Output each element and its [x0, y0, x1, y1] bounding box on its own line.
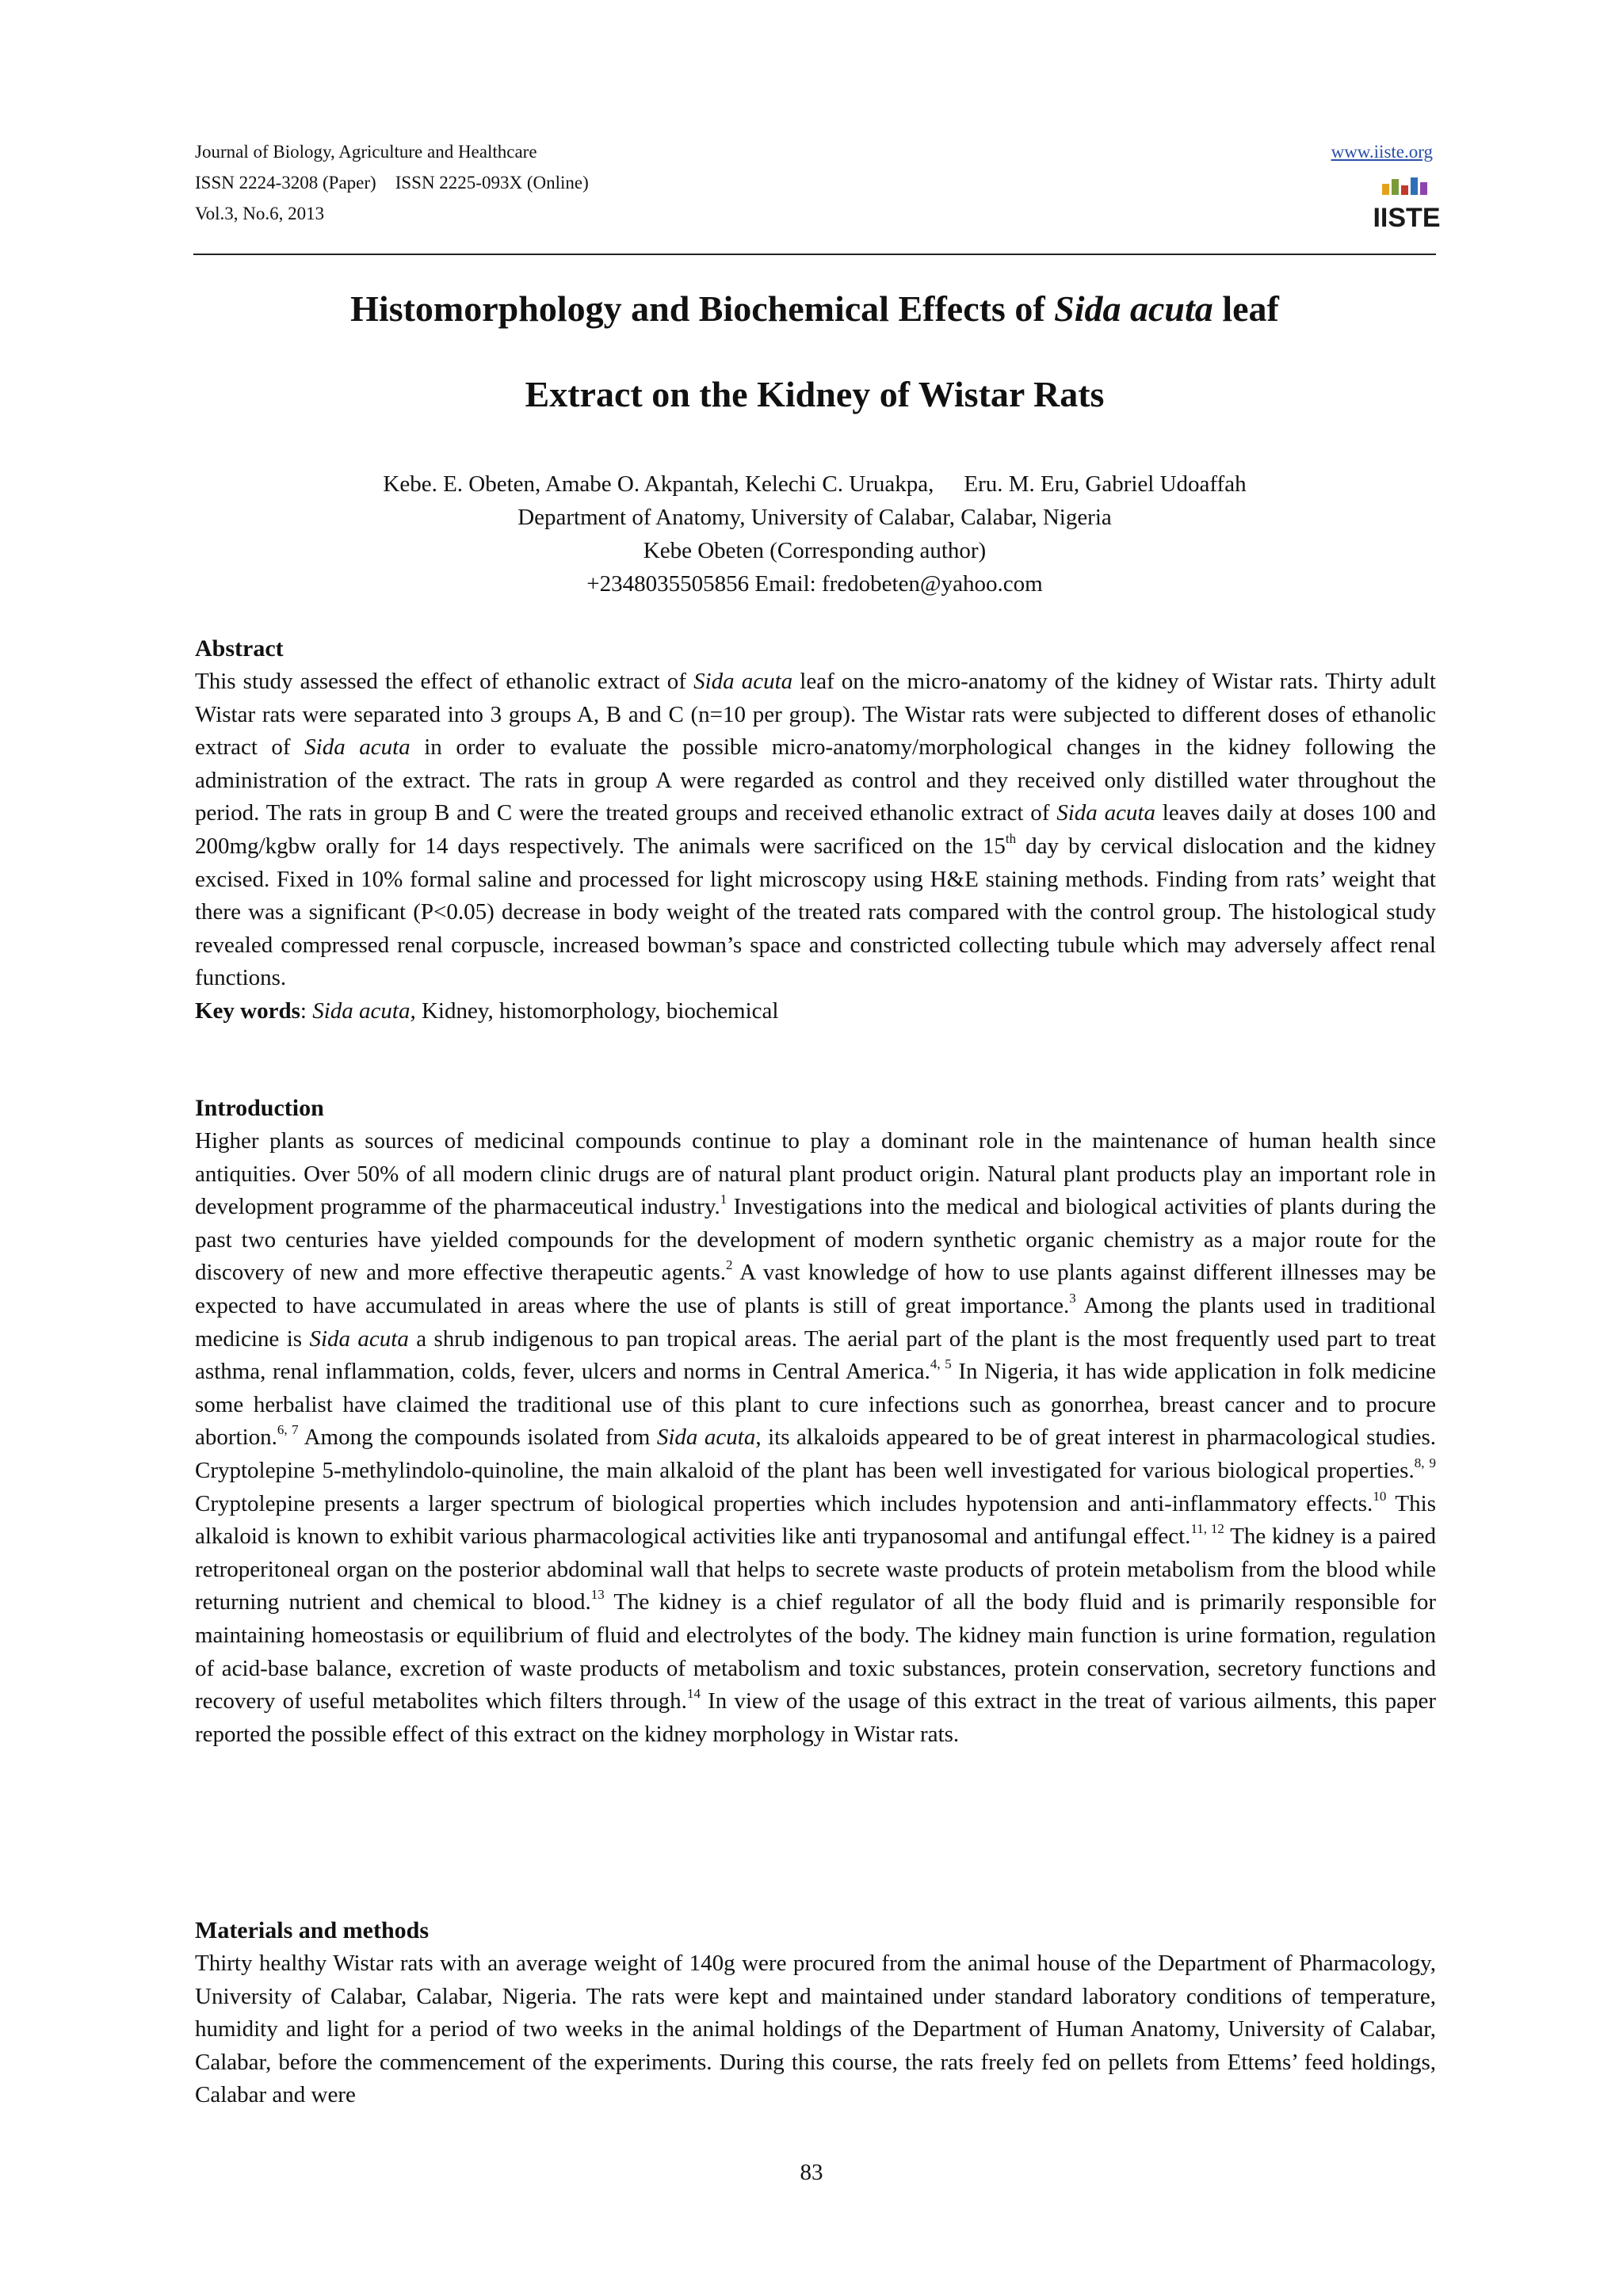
paper-title-line-1: Histomorphology and Biochemical Effects of Sida acuta leaf	[350, 288, 1279, 329]
logo-bar-1	[1382, 184, 1389, 195]
abstract-section	[195, 632, 1436, 1028]
logo-bar-3	[1401, 185, 1408, 195]
volume-info: Vol.3, No.6, 2013	[195, 204, 325, 223]
journal-header	[195, 136, 589, 229]
methods-section	[195, 1914, 1436, 2112]
journal-website-link[interactable]: www.iiste.org	[1331, 142, 1433, 162]
paper-title-line-2: Extract on the Kidney of Wistar Rats	[525, 374, 1105, 414]
author-names: Kebe. E. Obeten, Amabe O. Akpantah, Kelechi C. Uruakpa, Eru. M. Eru, Gabriel Udoaffah	[383, 471, 1247, 497]
journal-name: Journal of Biology, Agriculture and Healthcare	[195, 142, 537, 162]
issn-line	[195, 167, 589, 198]
author-block	[193, 467, 1436, 601]
affiliation: Department of Anatomy, University of Calabar, Calabar, Nigeria	[517, 505, 1112, 530]
issn-online: ISSN 2225-093X (Online)	[395, 173, 589, 193]
introduction-text: Higher plants as sources of medicinal compounds continue to play a dominant role in the maintenance of human health since antiquities. Over 50% of all modern clinic drugs are of natural plant product origin. Natural plant products play an important role in development programme of the pharmaceutical industry.$^1$ Investigations into the medical and biological activities of plants during the past two centuries have yielded compounds for the development of modern synthetic organic chemistry as a major route for the discovery of new and more effective therapeutic agents.$^2$ A vast knowledge of how to use plants against different illnesses may be expected to have accumulated in areas where the use of plants is still of great importance.$^3$ Among the plants used in traditional medicine is Sida acuta a shrub indigenous to pan tropical areas. The aerial part of the plant is the most frequently used part to treat asthma, renal inflammation, colds, fever, ulcers and norms in Central America.$^{4, 5}$ In Nigeria, it has wide application in folk medicine some herbalist have claimed the traditional use of this plant to cure infections such as gonorrhea, breast cancer and to procure abortion.$^{6, 7}$ Among the compounds isolated from Sida acuta, its alkaloids appeared to be of great interest in pharmacological studies. Cryptolepine 5-methylindolo-quinoline, the main alkaloid of the plant has been well investigated for various biological properties.$^{8, 9}$ Cryptolepine presents a larger spectrum of biological properties which includes hypotension and anti-inflammatory effects.$^{10}$ This alkaloid is known to exhibit various pharmacological activities like anti trypanosomal and antifungal effect.$^{11, 12}$ The kidney is a paired retroperitoneal organ on the posterior abdominal wall that helps to secrete waste products of protein metabolism from the blood while returning nutrient and chemical to blood.$^{13}$ The kidney is a chief regulator of all the body fluid and is primarily responsible for maintaining homeostasis or equilibrium of fluid and electrolytes of the body. The kidney main function is urine formation, regulation of acid-base balance, excretion of waste products of metabolism and toxic substances, protein conservation, secretory functions and recovery of useful metabolites which filters through.$^{14}$ In view of the usage of this extract in the treat of various ailments, this paper reported the possible effect of this extract on the kidney morphology in Wistar rats.	[195, 1128, 1437, 1747]
contact-info: +2348035505856 Email: fredobeten@yahoo.com	[586, 571, 1043, 597]
keywords: Key words: Sida acuta, Kidney, histomorphology, biochemical	[195, 997, 779, 1024]
methods-heading: Materials and methods	[195, 1917, 429, 1943]
abstract-heading: Abstract	[195, 635, 284, 662]
page-number: 83	[800, 2160, 823, 2185]
issn-paper: ISSN 2224-3208 (Paper)	[195, 173, 376, 193]
logo-text: IISTE	[1373, 203, 1441, 233]
methods-text: Thirty healthy Wistar rats with an average weight of 140g were procured from the animal house of the Department of Pharmacology, University of Calabar, Calabar, Nigeria. The rats were kept and maintained under standard laboratory conditions of temperature, humidity and light for a period of two weeks in the animal holdings of the Department of Human Anatomy, University of Calabar, Calabar, before the commencement of the experiments. During this course, the rats freely fed on pellets from Ettems’ feed holdings, Calabar and were	[195, 1951, 1436, 2108]
logo-bar-5	[1420, 182, 1427, 195]
corresponding-author: Kebe Obeten (Corresponding author)	[643, 538, 987, 563]
introduction-section	[195, 1092, 1436, 1751]
header-rule	[193, 254, 1436, 255]
logo-bar-4	[1411, 177, 1418, 195]
abstract-text: This study assessed the effect of ethanolic extract of Sida acuta leaf on the micro-anatomy of the kidney of Wistar rats. Thirty adult Wistar rats were separated into 3 groups A, B and C (n=10 per group). The Wistar rats were subjected to different doses of ethanolic extract of Sida acuta in order to evaluate the possible micro-anatomy/morphological changes in the kidney following the administration of the extract. The rats in group A were regarded as control and they received only distilled water throughout the period. The rats in group B and C were the treated groups and received ethanolic extract of Sida acuta leaves daily at doses 100 and 200mg/kgbw orally for 14 days respectively. The animals were sacrificed on the 15th day by cervical dislocation and the kidney excised. Fixed in 10% formal saline and processed for light microscopy using H&E staining methods. Finding from rats’ weight that there was a significant (P<0.05) decrease in body weight of the treated rats compared with the control group. The histological study revealed compressed renal corpuscle, increased bowman’s space and constricted collecting tubule which may adversely affect renal functions.	[195, 669, 1437, 991]
logo-bar-2	[1392, 179, 1399, 195]
species-name: Sida acuta	[1054, 288, 1213, 329]
iiste-logo	[1373, 176, 1441, 233]
introduction-heading: Introduction	[195, 1095, 324, 1121]
